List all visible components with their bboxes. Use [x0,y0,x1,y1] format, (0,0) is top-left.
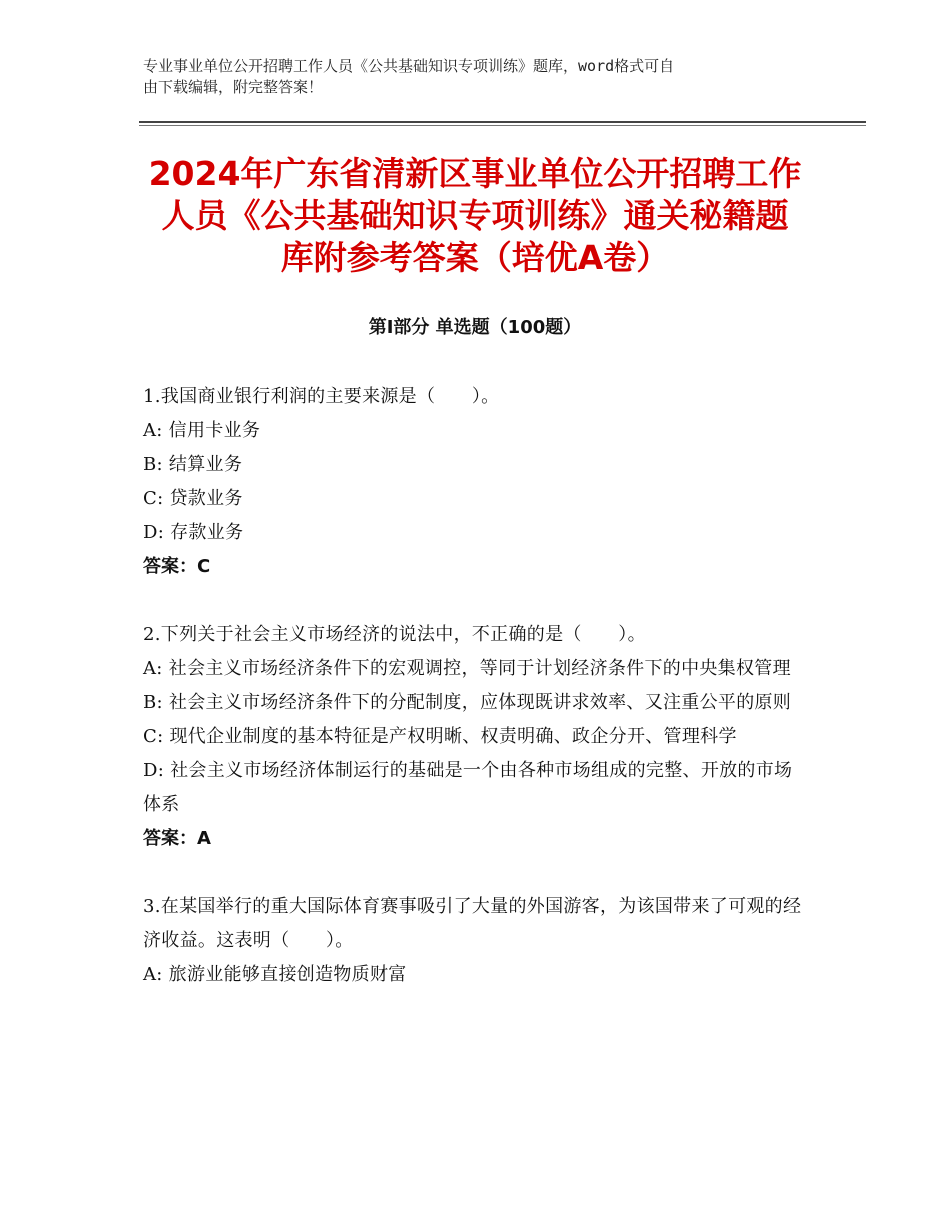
option-a: A: 旅游业能够直接创造物质财富 [143,964,407,985]
question-1 [143,380,808,584]
answer-label: 答案：C [143,556,211,577]
part-heading: 第Ⅰ部分 单选题（100题） [368,317,582,338]
option-a: A: 信用卡业务 [143,420,261,441]
option-d: D: 社会主义市场经济体制运行的基础是一个由各种市场组成的完整、开放的市场体系 [143,760,793,815]
document-title [130,153,820,279]
header-note [143,56,823,98]
document-title-line-3: 库附参考答案（培优A卷） [280,238,670,277]
question-stem: 1.我国商业银行利润的主要来源是（ ）。 [143,386,500,407]
answer-label: 答案：A [143,828,211,849]
header-note-line-2: 由下载编辑，附完整答案！ [143,78,324,96]
header-note-line-1: 专业事业单位公开招聘工作人员《公共基础知识专项训练》题库，word格式可自 [143,57,675,75]
question-stem: 2.下列关于社会主义市场经济的说法中，不正确的是（ ）。 [143,624,646,645]
option-b: B: 结算业务 [143,454,243,475]
question-3 [143,890,808,992]
question-stem: 3.在某国举行的重大国际体育赛事吸引了大量的外国游客，为该国带来了可观的经济收益。这表明（ ）。 [143,896,802,951]
option-c: C: 贷款业务 [143,488,243,509]
question-2 [143,618,808,856]
document-title-line-1: 2024年广东省清新区事业单位公开招聘工作 [148,154,802,193]
question-list [143,380,808,1026]
option-d: D: 存款业务 [143,522,244,543]
option-c: C: 现代企业制度的基本特征是产权明晰、权责明确、政企分开、管理科学 [143,726,737,747]
option-a: A: 社会主义市场经济条件下的宏观调控，等同于计划经济条件下的中央集权管理 [143,658,791,679]
document-title-line-2: 人员《公共基础知识专项训练》通关秘籍题 [161,196,789,235]
header-divider-thick [139,121,866,123]
header-divider-thin [139,125,866,126]
option-b: B: 社会主义市场经济条件下的分配制度，应体现既讲求效率、又注重公平的原则 [143,692,792,713]
